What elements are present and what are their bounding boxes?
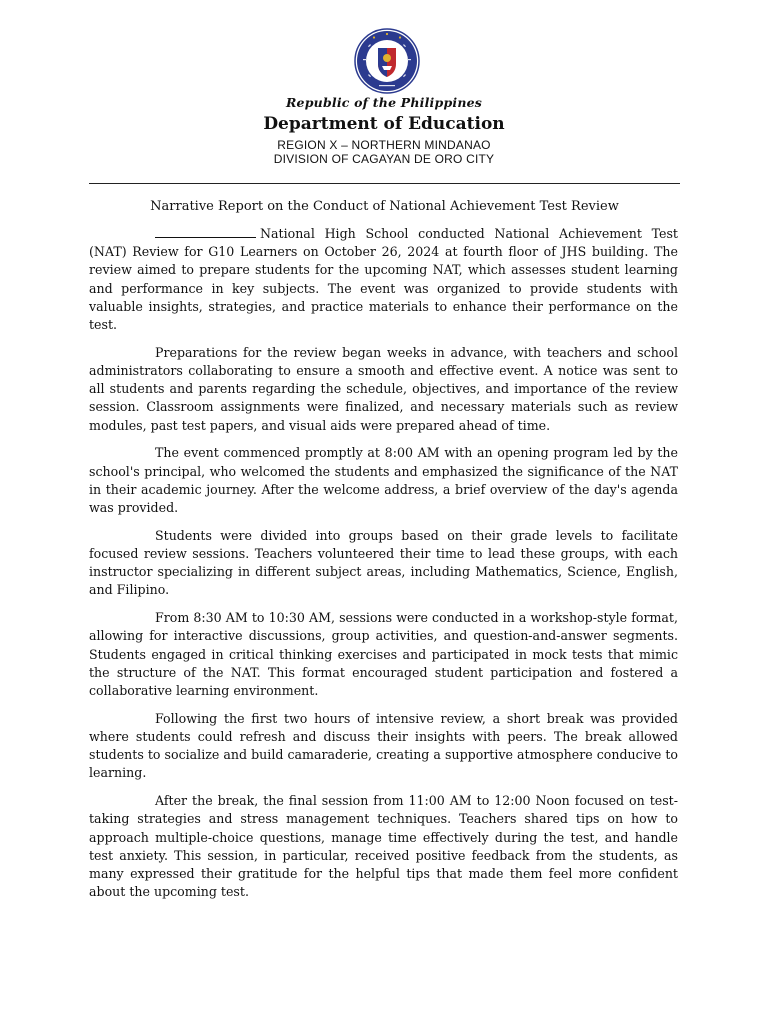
deped-seal-logo <box>354 28 420 94</box>
paragraph-1-text: National High School conducted National Achievement Test (NAT) Review for G10 Learners on October 26, 2024 at fourth floor of JHS building. The review aimed to prepare students for the upcoming NAT, which assesses student learning and performance in key subjects. The event was organized to provide students with valuable insights, strategies, and practice materials to enhance their performance on the test. <box>89 226 678 333</box>
region-line: REGION X – NORTHERN MINDANAO <box>277 138 491 152</box>
paragraph-3: The event commenced promptly at 8:00 AM with an opening program led by the school's principal, who welcomed the students and emphasized the significance of the NAT in their academic journey. After the welcome address, a brief overview of the day's agenda was provided. <box>89 445 678 516</box>
report-title: Narrative Report on the Conduct of National Achievement Test Review <box>150 199 619 214</box>
division-line: DIVISION OF CAGAYAN DE ORO CITY <box>273 152 495 166</box>
paragraph-2: Preparations for the review began weeks in advance, with teachers and school administrators collaborating to ensure a smooth and effective event. A notice was sent to all students and parents regarding the schedule, objectives, and importance of the review session. Classroom assignments were finalized, and necessary materials such as review modules, past test papers, and visual aids were prepared ahead of time. <box>89 344 678 433</box>
paragraph-1 <box>89 225 678 334</box>
report-body <box>89 225 678 911</box>
department-heading: Department of Education <box>263 114 505 134</box>
header-divider <box>89 183 680 184</box>
republic-heading: Republic of the Philippines <box>285 95 483 110</box>
paragraph-4: Students were divided into groups based on their grade levels to facilitate focused review sessions. Teachers volunteered their time to lead these groups, with each instructor specializing in different subject areas, including Mathematics, Science, English, and Filipino. <box>89 527 678 598</box>
paragraph-7: After the break, the final session from 11:00 AM to 12:00 Noon focused on test-taking strategies and stress management techniques. Teachers shared tips on how to approach multiple-choice questions, manage time effectively during the test, and handle test anxiety. This session, in particular, received positive feedback from the students, as many expressed their gratitude for the helpful tips that made them feel more confident about the upcoming test. <box>89 793 678 900</box>
paragraph-6: Following the first two hours of intensive review, a short break was provided where students could refresh and discuss their insights with peers. The break allowed students to socialize and build camaraderie, creating a supportive atmosphere conducive to learning. <box>89 710 678 781</box>
school-name-blank <box>155 226 256 238</box>
paragraph-5: From 8:30 AM to 10:30 AM, sessions were conducted in a workshop-style format, allowing for interactive discussions, group activities, and question-and-answer segments. Students engaged in critical thinking exercises and participated in mock tests that mimic the structure of the NAT. This format encouraged student participation and fostered a collaborative learning environment. <box>89 610 678 699</box>
